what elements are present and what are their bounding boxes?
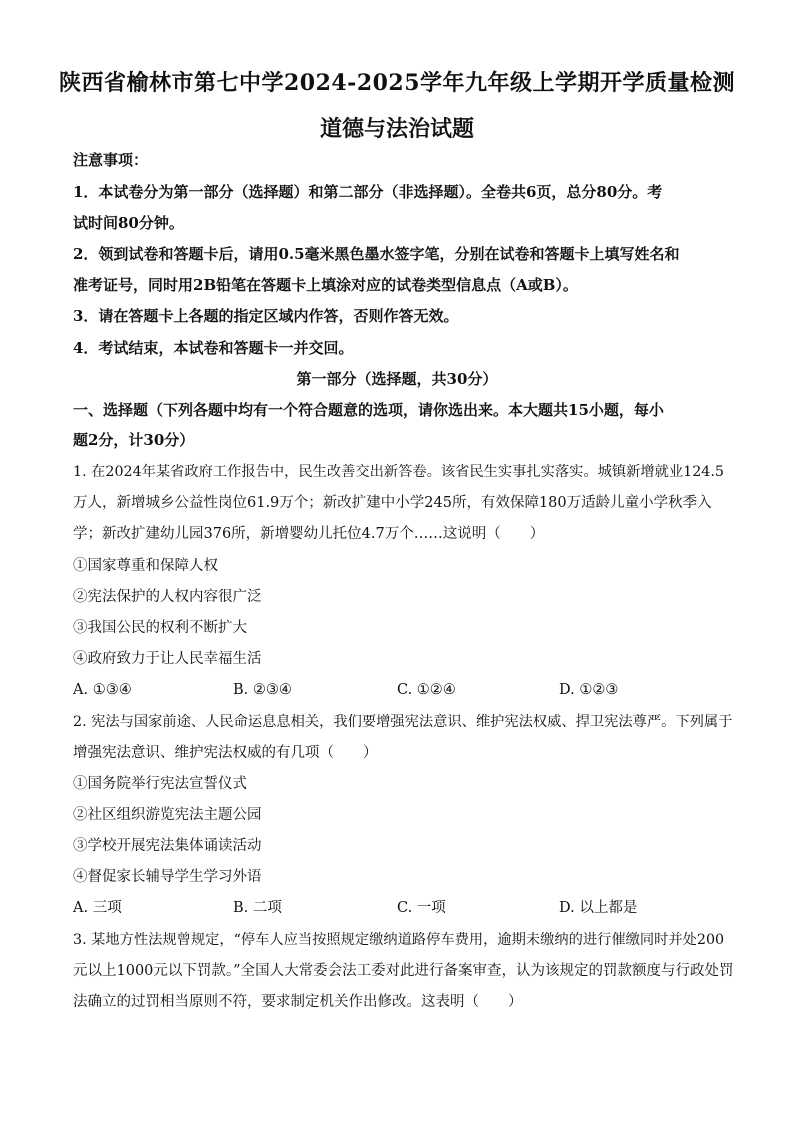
part-heading: 第一部分（选择题，共30分） [296, 370, 498, 388]
question-1-item: ②宪法保护的人权内容很广泛 [73, 589, 262, 605]
question-1-item: ③我国公民的权利不断扩大 [73, 620, 247, 636]
question-1-stem: 学；新改扩建幼儿园376所，新增婴幼儿托位4.7万个……这说明（ ） [73, 526, 545, 542]
notice-line: 试时间80分钟。 [73, 214, 184, 232]
question-1-stem: 万人，新增城乡公益性岗位61.9万个；新改扩建中小学245所，有效保障180万适龄儿童小学秋季入 [73, 495, 712, 511]
notice-line: 3．请在答题卡上各题的指定区域内作答，否则作答无效。 [73, 307, 459, 325]
question-2-item: ④督促家长辅导学生学习外语 [73, 869, 262, 885]
exam-title: 陕西省榆林市第七中学2024-2025学年九年级上学期开学质量检测 [58, 70, 736, 96]
option-a[interactable]: A. 三项 [73, 900, 122, 916]
notice-line: 2．领到试卷和答题卡后，请用0.5毫米黑色墨水签字笔，分别在试卷和答题卡上填写姓名和 [73, 245, 680, 263]
notice-heading: 注意事项： [73, 151, 149, 169]
option-b[interactable]: B. 二项 [233, 900, 282, 916]
notice-line: 1．本试卷分为第一部分（选择题）和第二部分（非选择题）。全卷共6页，总分80分。考 [73, 183, 663, 201]
question-3-stem: 3. 某地方性法规曾规定，“停车人应当按照规定缴纳道路停车费用，逾期未缴纳的进行催缴同时并处200 [73, 932, 725, 948]
question-3-stem: 元以上1000元以下罚款。”全国人大常委会法工委对此进行备案审查，认为该规定的罚款额度与行政处罚 [73, 963, 734, 979]
option-d[interactable]: D. ①②③ [559, 682, 619, 698]
option-d[interactable]: D. 以上都是 [559, 900, 638, 916]
exam-subject-title: 道德与法治试题 [319, 116, 474, 142]
notice-line: 4．考试结束，本试卷和答题卡一并交回。 [73, 339, 354, 357]
option-b[interactable]: B. ②③④ [233, 682, 292, 698]
question-2-item: ②社区组织游览宪法主题公园 [73, 807, 262, 823]
question-1-stem: 1. 在2024年某省政府工作报告中，民生改善交出新答卷。该省民生实事扎实落实。城镇新增就业124.5 [73, 464, 724, 480]
question-3-stem: 法确立的过罚相当原则不符，要求制定机关作出修改。这表明（ ） [73, 994, 523, 1010]
option-a[interactable]: A. ①③④ [73, 682, 132, 698]
question-2-item: ①国务院举行宪法宣誓仪式 [73, 776, 247, 792]
option-c[interactable]: C. ①②④ [397, 682, 456, 698]
question-1-options [73, 680, 713, 700]
question-2-options [73, 898, 713, 918]
question-1-item: ①国家尊重和保障人权 [73, 558, 218, 574]
question-2-item: ③学校开展宪法集体诵读活动 [73, 838, 262, 854]
section-instruction: 一、选择题（下列各题中均有一个符合题意的选项，请你选出来。本大题共15小题，每小 [73, 401, 664, 419]
question-1-item: ④政府致力于让人民幸福生活 [73, 651, 262, 667]
question-2-stem: 增强宪法意识、维护宪法权威的有几项（ ） [73, 745, 378, 761]
question-2-stem: 2. 宪法与国家前途、人民命运息息相关，我们要增强宪法意识、维护宪法权威、捍卫宪法尊严。下列属于 [73, 714, 733, 730]
option-c[interactable]: C. 一项 [397, 900, 446, 916]
notice-line: 准考证号，同时用2B铅笔在答题卡上填涂对应的试卷类型信息点（A或B）。 [73, 276, 578, 294]
section-instruction: 题2分，计30分） [73, 431, 195, 449]
